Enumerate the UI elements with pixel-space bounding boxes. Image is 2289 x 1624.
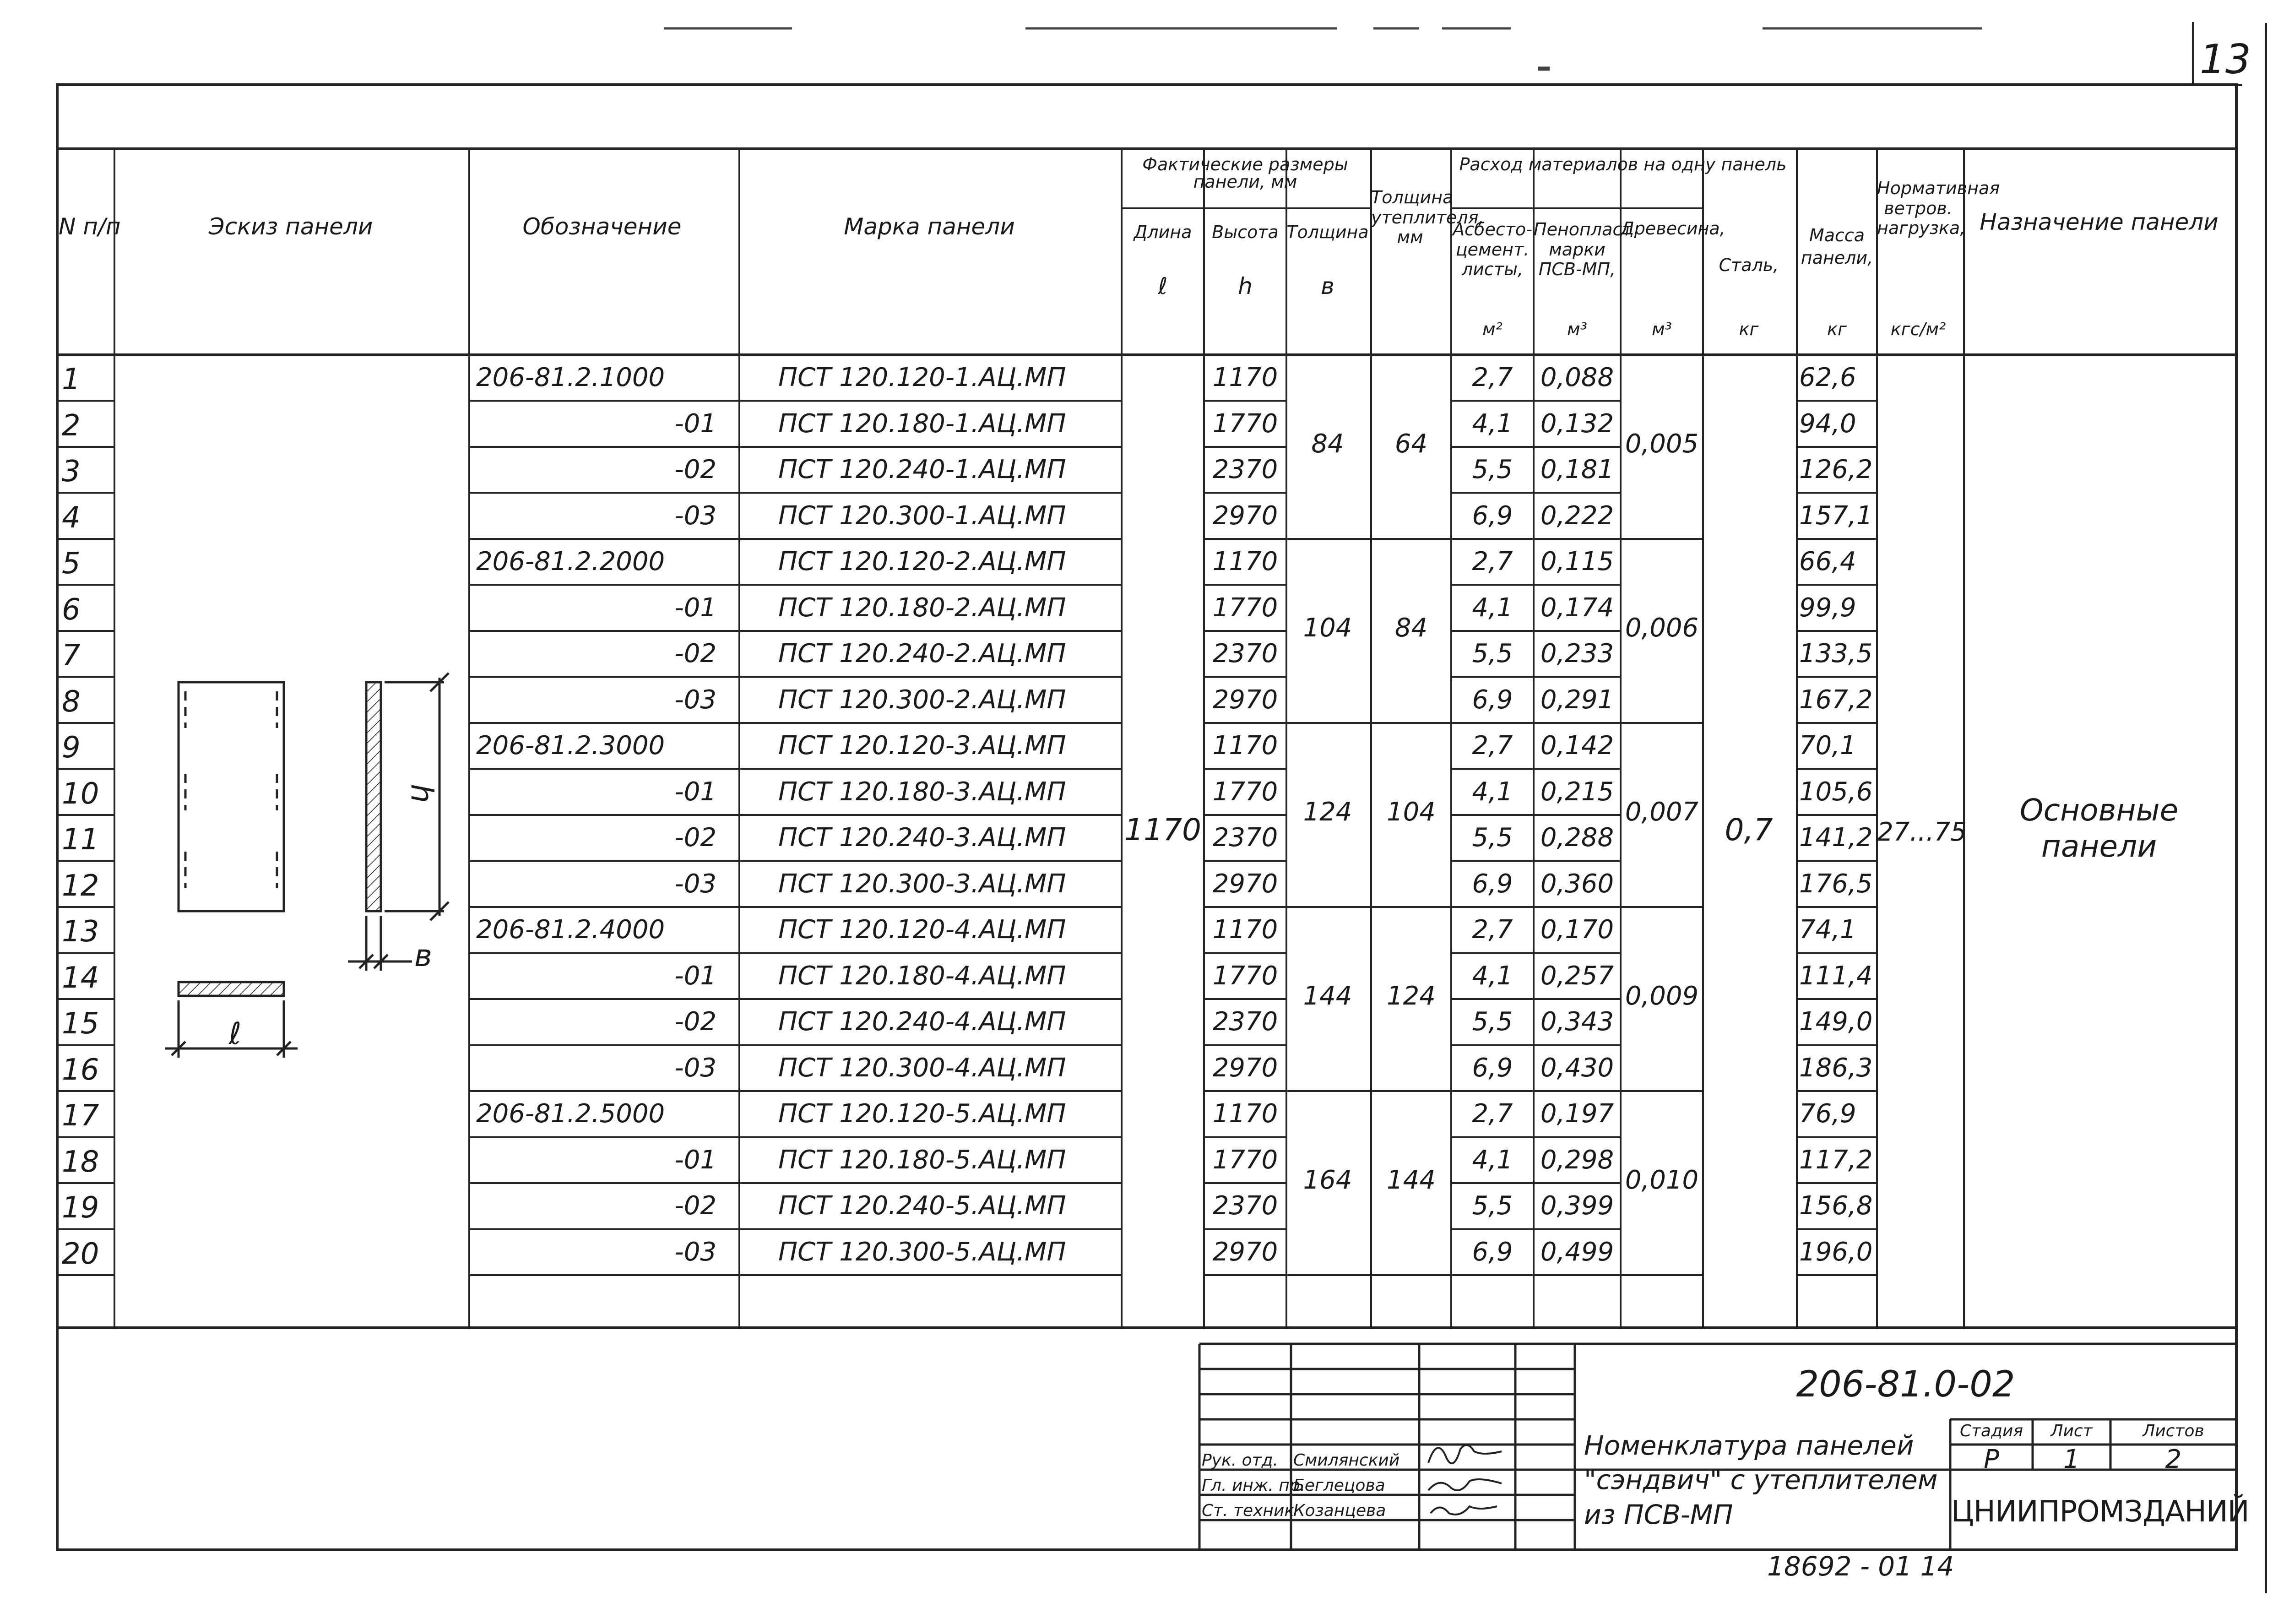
- row-asbestos: 4,1: [1472, 961, 1513, 991]
- row-mark: ПСТ 120.180-1.АЦ.МП: [778, 408, 1066, 439]
- group-wood: 0,006: [1625, 613, 1699, 643]
- row-mark: ПСТ 120.240-1.АЦ.МП: [778, 455, 1066, 484]
- row-height: 1170: [1212, 363, 1278, 392]
- stamp-organization: ЦНИИПРОМЗДАНИЙ: [1951, 1495, 2249, 1529]
- row-mass: 66,4: [1799, 547, 1856, 576]
- row-number: 9: [62, 731, 81, 765]
- header-height-symbol: h: [1238, 273, 1253, 299]
- row-asbestos: 6,9: [1472, 684, 1513, 715]
- row-designation: 206-81.2.5000: [476, 1099, 665, 1129]
- row-foam: 0,115: [1540, 547, 1614, 576]
- row-designation: -02: [674, 1007, 716, 1037]
- row-mass: 126,2: [1799, 455, 1873, 484]
- row-designation: -03: [674, 1053, 716, 1083]
- row-asbestos: 2,7: [1472, 363, 1513, 392]
- row-foam: 0,430: [1540, 1053, 1614, 1083]
- row-designation: -02: [674, 1191, 716, 1221]
- row-foam: 0,142: [1540, 731, 1614, 760]
- header-mass: Масса панели,: [1801, 225, 1873, 268]
- stamp-stage: Р: [1984, 1445, 1999, 1474]
- row-number: 3: [62, 455, 81, 489]
- header-steel: Сталь,: [1719, 255, 1779, 275]
- row-asbestos: 5,5: [1472, 1191, 1513, 1221]
- staff-role: Рук. отд.: [1202, 1451, 1278, 1470]
- row-asbestos: 2,7: [1472, 547, 1513, 576]
- header-num: N п/п: [59, 213, 121, 240]
- group-wood: 0,009: [1625, 981, 1699, 1011]
- row-asbestos: 2,7: [1472, 1099, 1513, 1129]
- row-mark: ПСТ 120.180-5.АЦ.МП: [778, 1145, 1066, 1175]
- row-number: 1: [62, 363, 81, 396]
- row-asbestos: 4,1: [1472, 592, 1513, 623]
- row-mass: 70,1: [1799, 731, 1856, 760]
- row-foam: 0,360: [1540, 869, 1614, 899]
- staff-name: Козанцева: [1293, 1501, 1386, 1520]
- row-foam: 0,197: [1540, 1099, 1614, 1129]
- row-mass: 99,9: [1799, 592, 1856, 623]
- footer-code: 18692 - 01 14: [1767, 1551, 1954, 1582]
- group-insulation: 124: [1387, 981, 1436, 1011]
- group-thickness: 84: [1311, 429, 1344, 459]
- row-number: 5: [62, 547, 81, 581]
- row-asbestos: 5,5: [1472, 639, 1513, 668]
- header-thickness-symbol: в: [1321, 273, 1334, 299]
- row-number: 10: [62, 777, 99, 811]
- row-mass: 94,0: [1799, 408, 1856, 439]
- row-mark: ПСТ 120.300-1.АЦ.МП: [778, 500, 1066, 531]
- group-insulation: 104: [1387, 797, 1436, 827]
- row-mass: 105,6: [1799, 777, 1873, 807]
- row-mass: 111,4: [1799, 961, 1873, 991]
- row-number: 2: [62, 408, 81, 443]
- row-mass: 117,2: [1799, 1145, 1873, 1175]
- row-designation: -03: [674, 500, 716, 531]
- row-height: 1170: [1212, 1099, 1278, 1129]
- row-mass: 156,8: [1799, 1191, 1873, 1221]
- group-insulation: 84: [1394, 613, 1428, 643]
- row-number: 19: [62, 1191, 99, 1225]
- staff-name: Смилянский: [1293, 1451, 1400, 1470]
- row-foam: 0,170: [1540, 915, 1614, 945]
- row-foam: 0,181: [1540, 455, 1614, 484]
- sketch-label-b: в: [414, 938, 432, 973]
- row-mark: ПСТ 120.180-2.АЦ.МП: [778, 592, 1066, 623]
- row-height: 2970: [1212, 1237, 1278, 1267]
- row-asbestos: 2,7: [1472, 731, 1513, 760]
- row-asbestos: 6,9: [1472, 500, 1513, 531]
- row-mark: ПСТ 120.300-4.АЦ.МП: [778, 1053, 1066, 1083]
- group-thickness: 104: [1303, 613, 1352, 643]
- row-designation: -02: [674, 639, 716, 668]
- row-mark: ПСТ 120.300-3.АЦ.МП: [778, 869, 1066, 899]
- row-height: 1170: [1212, 547, 1278, 576]
- header-actual-dims: Фактические размеры панели, мм: [1142, 154, 1348, 192]
- row-foam: 0,088: [1540, 363, 1614, 392]
- row-number: 20: [62, 1237, 99, 1271]
- row-foam: 0,132: [1540, 408, 1614, 439]
- row-number: 4: [62, 500, 81, 535]
- row-asbestos: 6,9: [1472, 869, 1513, 899]
- row-number: 18: [62, 1145, 99, 1179]
- sheet-number: 13: [2200, 36, 2251, 83]
- header-wind-unit: кгс/м²: [1890, 319, 1946, 339]
- group-thickness: 124: [1303, 797, 1352, 827]
- row-mass: 157,1: [1799, 500, 1873, 531]
- row-designation: 206-81.2.4000: [476, 915, 665, 945]
- row-foam: 0,288: [1540, 823, 1614, 853]
- group-thickness: 164: [1303, 1165, 1352, 1195]
- row-designation: -01: [674, 408, 716, 439]
- row-height: 2970: [1212, 684, 1278, 715]
- row-mark: ПСТ 120.240-4.АЦ.МП: [778, 1007, 1066, 1037]
- row-designation: -02: [674, 455, 716, 484]
- row-height: 2370: [1212, 1191, 1278, 1221]
- header-length: Длина: [1134, 222, 1192, 242]
- row-mark: ПСТ 120.120-5.АЦ.МП: [778, 1099, 1066, 1129]
- group-insulation: 64: [1394, 429, 1428, 459]
- row-height: 2370: [1212, 1007, 1278, 1037]
- group-wood: 0,005: [1625, 429, 1699, 459]
- header-foam-unit: м³: [1567, 319, 1587, 339]
- row-designation: -03: [674, 869, 716, 899]
- stamp-sheets: 2: [2165, 1445, 2182, 1474]
- row-mark: ПСТ 120.240-2.АЦ.МП: [778, 639, 1066, 668]
- row-foam: 0,257: [1540, 961, 1614, 991]
- row-designation: -01: [674, 961, 716, 991]
- row-asbestos: 4,1: [1472, 408, 1513, 439]
- row-mark: ПСТ 120.120-4.АЦ.МП: [778, 915, 1066, 945]
- row-foam: 0,298: [1540, 1145, 1614, 1175]
- row-asbestos: 4,1: [1472, 1145, 1513, 1175]
- row-mark: ПСТ 120.120-3.АЦ.МП: [778, 731, 1066, 760]
- row-height: 1770: [1212, 961, 1278, 991]
- row-asbestos: 5,5: [1472, 455, 1513, 484]
- row-height: 1770: [1212, 777, 1278, 807]
- header-thickness: Толщина: [1286, 222, 1369, 242]
- row-foam: 0,343: [1540, 1007, 1614, 1037]
- header-sketch: Эскиз панели: [208, 213, 373, 240]
- common-wind: 27...75: [1877, 817, 1967, 847]
- row-mark: ПСТ 120.300-2.АЦ.МП: [778, 684, 1066, 715]
- row-number: 16: [62, 1053, 99, 1087]
- row-mass: 176,5: [1799, 869, 1873, 899]
- row-mass: 149,0: [1799, 1007, 1873, 1037]
- row-designation: -02: [674, 823, 716, 853]
- staff-name: Беглецова: [1293, 1476, 1385, 1495]
- header-designation: Обозначение: [522, 213, 682, 240]
- row-foam: 0,174: [1540, 592, 1614, 623]
- row-height: 2370: [1212, 639, 1278, 668]
- row-mass: 76,9: [1799, 1099, 1856, 1129]
- row-mass: 74,1: [1799, 915, 1856, 945]
- row-designation: 206-81.2.3000: [476, 731, 665, 760]
- row-mass: 141,2: [1799, 823, 1873, 853]
- stamp-sheet-label: Лист: [2050, 1422, 2093, 1440]
- row-height: 1770: [1212, 408, 1278, 439]
- header-length-symbol: ℓ: [1158, 273, 1168, 299]
- row-number: 6: [62, 592, 81, 627]
- row-mark: ПСТ 120.120-1.АЦ.МП: [778, 363, 1066, 392]
- staff-role: Ст. техник: [1202, 1501, 1295, 1520]
- header-mark: Марка панели: [844, 213, 1015, 240]
- row-mark: ПСТ 120.180-3.АЦ.МП: [778, 777, 1066, 807]
- header-foam: Пенопласт марки ПСВ-МП,: [1534, 219, 1633, 280]
- row-number: 14: [62, 961, 99, 995]
- row-foam: 0,291: [1540, 684, 1614, 715]
- row-asbestos: 5,5: [1472, 1007, 1513, 1037]
- row-height: 1770: [1212, 1145, 1278, 1175]
- common-length: 1170: [1124, 812, 1201, 847]
- row-designation: -03: [674, 684, 716, 715]
- row-height: 2970: [1212, 869, 1278, 899]
- row-foam: 0,499: [1540, 1237, 1614, 1267]
- row-designation: 206-81.2.2000: [476, 547, 665, 576]
- header-purpose: Назначение панели: [1980, 209, 2218, 235]
- row-asbestos: 6,9: [1472, 1053, 1513, 1083]
- header-insulation-thickness: Толщина утеплителя, мм: [1371, 187, 1484, 248]
- header-wood: Древесина,: [1621, 218, 1725, 239]
- header-steel-unit: кг: [1739, 319, 1759, 339]
- row-asbestos: 5,5: [1472, 823, 1513, 853]
- row-number: 7: [62, 639, 81, 673]
- row-number: 15: [62, 1007, 99, 1041]
- stamp-doc-code: 206-81.0-02: [1796, 1364, 2015, 1405]
- row-mark: ПСТ 120.300-5.АЦ.МП: [778, 1237, 1066, 1267]
- row-foam: 0,215: [1540, 777, 1614, 807]
- row-height: 2370: [1212, 823, 1278, 853]
- row-height: 2970: [1212, 1053, 1278, 1083]
- row-asbestos: 2,7: [1472, 915, 1513, 945]
- row-mass: 196,0: [1799, 1237, 1873, 1267]
- row-height: 2970: [1212, 500, 1278, 531]
- row-height: 1770: [1212, 592, 1278, 623]
- row-height: 1170: [1212, 915, 1278, 945]
- row-mass: 133,5: [1799, 639, 1873, 668]
- group-wood: 0,007: [1625, 797, 1699, 827]
- row-number: 11: [62, 823, 99, 857]
- stamp-sheet: 1: [2063, 1445, 2080, 1474]
- row-number: 13: [62, 915, 99, 949]
- header-wind: Нормативная ветров. нагрузка,: [1877, 178, 2000, 239]
- header-wood-unit: м³: [1652, 319, 1672, 339]
- row-height: 1170: [1212, 731, 1278, 760]
- row-mass: 186,3: [1799, 1053, 1873, 1083]
- sketch-label-l: ℓ: [229, 1016, 242, 1051]
- stamp-sheets-label: Листов: [2143, 1422, 2204, 1440]
- row-foam: 0,222: [1540, 500, 1614, 531]
- row-designation: -01: [674, 777, 716, 807]
- header-mass-unit: кг: [1827, 319, 1847, 339]
- header-height: Высота: [1212, 222, 1279, 242]
- staff-role: Гл. инж. пр.: [1202, 1476, 1306, 1495]
- row-height: 2370: [1212, 455, 1278, 484]
- row-foam: 0,399: [1540, 1191, 1614, 1221]
- sketch-label-h: h: [404, 784, 439, 803]
- header-asbestos-unit: м²: [1482, 319, 1502, 339]
- row-asbestos: 6,9: [1472, 1237, 1513, 1267]
- stamp-stage-label: Стадия: [1959, 1422, 2023, 1440]
- row-designation: -01: [674, 1145, 716, 1175]
- row-number: 17: [62, 1099, 99, 1133]
- row-mark: ПСТ 120.120-2.АЦ.МП: [778, 547, 1066, 576]
- header-materials: Расход материалов на одну панель: [1459, 154, 1787, 174]
- row-designation: -01: [674, 592, 716, 623]
- group-thickness: 144: [1303, 981, 1352, 1011]
- common-purpose: Основные панели: [2019, 793, 2179, 864]
- row-foam: 0,233: [1540, 639, 1614, 668]
- stamp-title: Номенклатура панелей "сэндвич" с утеплителем из ПСВ-МП: [1584, 1430, 1938, 1530]
- row-number: 12: [62, 869, 99, 903]
- group-wood: 0,010: [1625, 1165, 1699, 1195]
- row-mark: ПСТ 120.240-3.АЦ.МП: [778, 823, 1066, 853]
- common-steel: 0,7: [1725, 812, 1773, 847]
- row-mass: 167,2: [1799, 684, 1873, 715]
- row-mark: ПСТ 120.180-4.АЦ.МП: [778, 961, 1066, 991]
- row-mark: ПСТ 120.240-5.АЦ.МП: [778, 1191, 1066, 1221]
- group-insulation: 144: [1387, 1165, 1436, 1195]
- row-number: 8: [62, 684, 81, 719]
- row-designation: 206-81.2.1000: [476, 363, 665, 392]
- row-asbestos: 4,1: [1472, 777, 1513, 807]
- row-mass: 62,6: [1799, 363, 1856, 392]
- row-designation: -03: [674, 1237, 716, 1267]
- header-asbestos: Асбесто-цемент. листы,: [1453, 219, 1532, 280]
